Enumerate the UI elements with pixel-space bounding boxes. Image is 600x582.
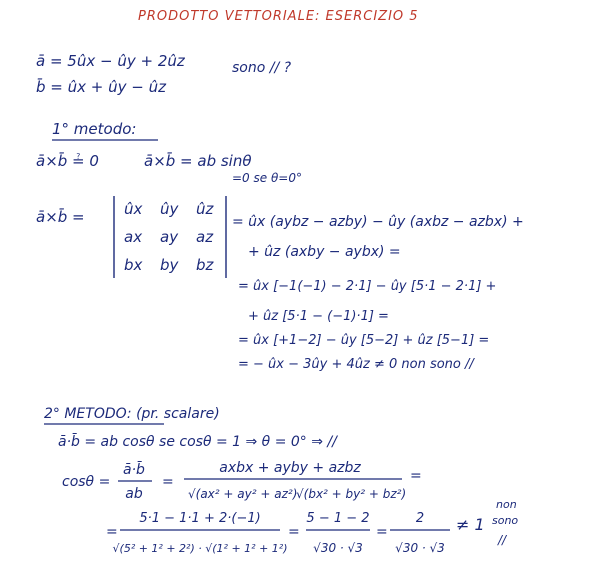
matrix-r3-c1: bx (124, 256, 143, 274)
cos-label: cosθ = (62, 474, 111, 490)
equals-2: = (410, 468, 422, 484)
frac5-numerator: 2 (415, 511, 425, 526)
frac4-denominator: √30 · √3 (313, 541, 363, 555)
frac3-numerator: 5·1 − 1·1 + 2·(−1) (139, 511, 261, 526)
frac1-denominator: ab (125, 486, 143, 502)
equals-4: = (288, 524, 300, 540)
method1-magnitude: ā×b̄ = ab sinθ (144, 152, 252, 170)
frac2-denominator-a: √(ax² + ay² + az²) (188, 487, 298, 501)
expansion-result: = − ûx − 3ûy + 4ûz ≠ 0 non sono // (238, 357, 474, 372)
frac1-numerator: ā·b̄ (123, 462, 145, 478)
expansion-step-1: = ûx (aybz − azby) − ûy (axbz − azbx) + (232, 214, 524, 230)
parallel-question: sono // ? (232, 60, 292, 76)
matrix-r2-c1: ax (124, 228, 143, 246)
vector-a-definition: ā = 5ûx − ûy + 2ûz (36, 52, 185, 70)
vector-b-definition: b̄ = ûx + ûy − ûz (36, 78, 166, 96)
matrix-r1-c3: ûz (196, 200, 214, 218)
matrix-r1-c2: ûy (160, 200, 179, 218)
method2-heading: 2° METODO: (pr. scalare) (44, 406, 220, 422)
frac5-denominator: √30 · √3 (395, 541, 445, 555)
expansion-step-4: + ûz [5·1 − (−1)·1] = (248, 309, 389, 324)
equals-5: = (376, 524, 388, 540)
matrix-r2-c3: az (196, 228, 214, 246)
equals-1: = (162, 474, 174, 490)
page-title: PRODOTTO VETTORIALE: ESERCIZIO 5 (138, 9, 419, 24)
frac2-numerator: axbx + ayby + azbz (219, 460, 361, 476)
method1-condition: ā×b̄ ≟ 0 (36, 152, 99, 170)
matrix-r3-c3: bz (196, 256, 214, 274)
determinant-label: ā×b̄ = (36, 208, 85, 226)
conclusion-parallel: // (498, 533, 507, 547)
frac4-numerator: 5 − 1 − 2 (306, 511, 370, 526)
method1-zero-condition: =0 se θ=0° (232, 171, 302, 185)
conclusion-non: non (496, 498, 517, 511)
matrix-r3-c2: by (160, 256, 179, 274)
matrix-r1-c1: ûx (124, 200, 143, 218)
frac3-denominator: √(5² + 1² + 2²) · √(1² + 1² + 1²) (112, 542, 288, 555)
conclusion-sono: sono (492, 514, 519, 527)
expansion-step-5: = ûx [+1−2] − ûy [5−2] + ûz [5−1] = (238, 333, 490, 348)
frac2-denominator-b: √(bx² + by² + bz²) (296, 487, 407, 501)
not-equal-one: ≠ 1 (456, 515, 485, 534)
method2-line1: ā·b̄ = ab cosθ se cosθ = 1 ⇒ θ = 0° ⇒ // (58, 434, 337, 450)
equals-3: = (106, 524, 118, 540)
expansion-step-2: + ûz (axby − aybx) = (248, 244, 401, 260)
matrix-r2-c2: ay (160, 228, 179, 246)
expansion-step-3: = ûx [−1(−1) − 2·1] − ûy [5·1 − 2·1] + (238, 279, 497, 294)
method1-heading: 1° metodo: (52, 120, 137, 138)
